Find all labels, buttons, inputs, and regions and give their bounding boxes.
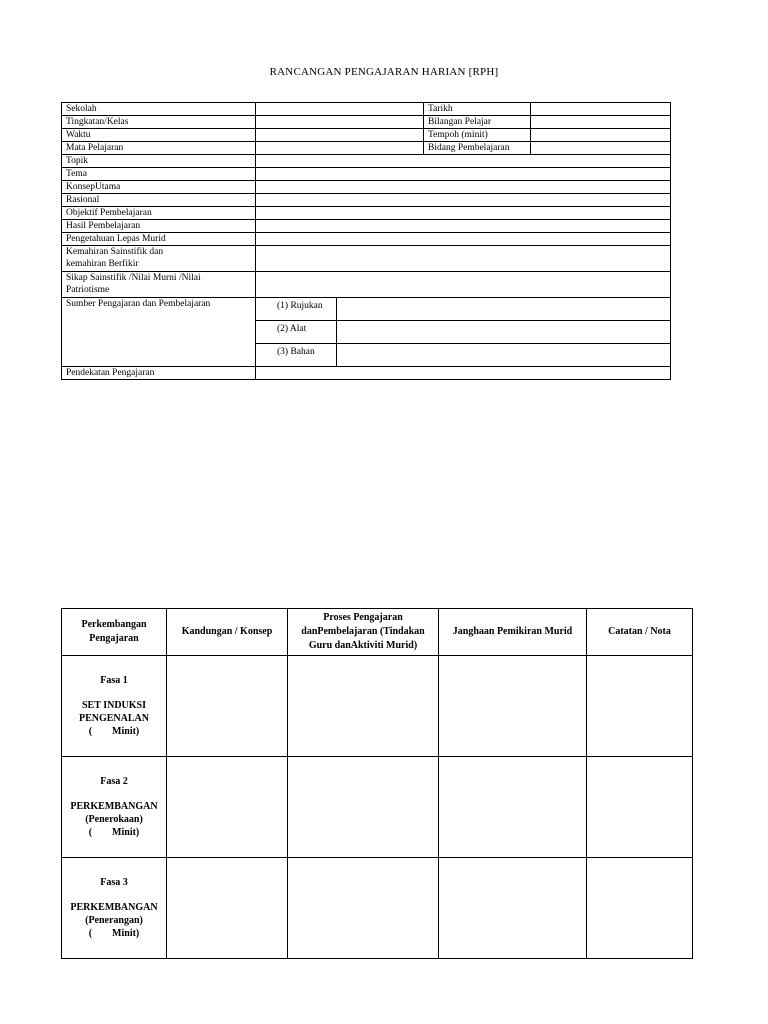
label-kemahiran-line1: Kemahiran Sainstifik dan xyxy=(66,247,164,257)
header-kandungan: Kandungan / Konsep xyxy=(167,609,288,656)
field-pendekatan[interactable] xyxy=(256,367,671,380)
label-pendekatan: Pendekatan Pengajaran xyxy=(62,367,256,380)
cell-proses-2[interactable] xyxy=(288,757,439,858)
label-pengetahuan-lepas: Pengetahuan Lepas Murid xyxy=(62,233,256,246)
rph-info-table xyxy=(61,102,671,380)
field-sikap[interactable] xyxy=(256,272,671,298)
field-mata-pelajaran[interactable] xyxy=(256,142,424,155)
label-tempoh: Tempoh (minit) xyxy=(424,129,531,142)
field-rujukan[interactable] xyxy=(336,298,670,321)
label-sikap-line1: Sikap Sainstifik /Nilai Murni /Nilai xyxy=(66,273,201,283)
header-proses-line1: Proses Pengajaran xyxy=(323,612,403,623)
field-hasil[interactable] xyxy=(256,220,671,233)
table-row xyxy=(62,207,671,220)
phase-cell-3 xyxy=(62,858,167,959)
label-konsep-utama: KonsepUtama xyxy=(62,181,256,194)
field-sekolah[interactable] xyxy=(256,103,424,116)
phase-subtitle: (Penerangan) xyxy=(85,915,143,926)
table-row xyxy=(62,116,671,129)
phase-title: SET INDUKSI xyxy=(81,700,146,711)
table-row xyxy=(62,246,671,272)
label-bilangan-pelajar: Bilangan Pelajar xyxy=(424,116,531,129)
header-jangkaan: Janghaan Pemikiran Murid xyxy=(439,609,587,656)
phase-subtitle: (Penerokaan) xyxy=(85,814,143,825)
phase-minutes: ( Minit) xyxy=(88,827,140,838)
field-pengetahuan-lepas[interactable] xyxy=(256,233,671,246)
header-perkembangan-line2: Pengajaran xyxy=(89,633,139,644)
cell-kandungan-3[interactable] xyxy=(167,858,288,959)
phase-number: Fasa 1 xyxy=(100,675,128,686)
field-tempoh[interactable] xyxy=(531,129,671,142)
label-bidang-pembelajaran: Bidang Pembelajaran xyxy=(424,142,531,155)
field-rasional[interactable] xyxy=(256,194,671,207)
label-objektif: Objektif Pembelajaran xyxy=(62,207,256,220)
phase-title: PERKEMBANGAN xyxy=(70,902,158,913)
cell-jangkaan-1[interactable] xyxy=(439,656,587,757)
field-bilangan-pelajar[interactable] xyxy=(531,116,671,129)
field-bidang-pembelajaran[interactable] xyxy=(531,142,671,155)
field-bahan[interactable] xyxy=(336,344,670,367)
label-tema: Tema xyxy=(62,168,256,181)
sumber-subtable-cell xyxy=(256,298,671,367)
header-perkembangan xyxy=(62,609,167,656)
cell-kandungan-1[interactable] xyxy=(167,656,288,757)
field-alat[interactable] xyxy=(336,321,670,344)
label-kemahiran xyxy=(62,246,256,272)
label-rasional: Rasional xyxy=(62,194,256,207)
header-proses-line3: Guru danAktiviti Murid) xyxy=(308,640,418,651)
table-row xyxy=(62,272,671,298)
table-header-row xyxy=(62,609,693,656)
table-row xyxy=(62,367,671,380)
label-topik: Topik xyxy=(62,155,256,168)
label-kemahiran-line2: kemahiran Berfikir xyxy=(66,259,139,269)
sumber-rujukan-label: (1) Rujukan xyxy=(256,298,336,321)
label-sikap-line2: Patriotisme xyxy=(66,285,110,295)
header-proses xyxy=(288,609,439,656)
header-proses-line2: danPembelajaran (Tindakan xyxy=(301,626,425,637)
phase-cell-1 xyxy=(62,656,167,757)
table-row xyxy=(62,220,671,233)
header-perkembangan-line1: Perkembangan xyxy=(81,619,147,630)
table-row xyxy=(62,129,671,142)
field-kemahiran[interactable] xyxy=(256,246,671,272)
table-row xyxy=(62,155,671,168)
label-mata-pelajaran: Mata Pelajaran xyxy=(62,142,256,155)
label-sekolah: Sekolah xyxy=(62,103,256,116)
sumber-alat-label: (2) Alat xyxy=(256,321,336,344)
table-row xyxy=(62,181,671,194)
table-row xyxy=(62,142,671,155)
table-row xyxy=(62,233,671,246)
field-konsep-utama[interactable] xyxy=(256,181,671,194)
sumber-bahan-label: (3) Bahan xyxy=(256,344,336,367)
label-tarikh: Tarikh xyxy=(424,103,531,116)
phase-title: PERKEMBANGAN xyxy=(70,801,158,812)
table-row xyxy=(62,168,671,181)
lesson-phase-table xyxy=(61,608,693,959)
table-row xyxy=(62,858,693,959)
field-tarikh[interactable] xyxy=(531,103,671,116)
label-waktu: Waktu xyxy=(62,129,256,142)
table-row xyxy=(62,656,693,757)
cell-kandungan-2[interactable] xyxy=(167,757,288,858)
page-title: RANCANGAN PENGAJARAN HARIAN [RPH] xyxy=(269,66,499,78)
phase-number: Fasa 3 xyxy=(100,877,128,888)
cell-jangkaan-3[interactable] xyxy=(439,858,587,959)
phase-minutes: ( Minit) xyxy=(88,726,140,737)
table-row xyxy=(62,757,693,858)
phase-cell-2 xyxy=(62,757,167,858)
field-waktu[interactable] xyxy=(256,129,424,142)
phase-minutes: ( Minit) xyxy=(88,928,140,939)
label-hasil: Hasil Pembelajaran xyxy=(62,220,256,233)
field-tema[interactable] xyxy=(256,168,671,181)
cell-proses-3[interactable] xyxy=(288,858,439,959)
cell-catatan-2[interactable] xyxy=(587,757,693,858)
cell-catatan-3[interactable] xyxy=(587,858,693,959)
header-catatan: Catatan / Nota xyxy=(587,609,693,656)
sumber-subtable xyxy=(256,298,670,366)
table-row xyxy=(62,298,671,367)
field-topik[interactable] xyxy=(256,155,671,168)
label-sikap xyxy=(62,272,256,298)
field-objektif[interactable] xyxy=(256,207,671,220)
field-tingkatan-kelas[interactable] xyxy=(256,116,424,129)
cell-proses-1[interactable] xyxy=(288,656,439,757)
cell-jangkaan-2[interactable] xyxy=(439,757,587,858)
table-row xyxy=(62,194,671,207)
phase-number: Fasa 2 xyxy=(100,776,128,787)
phase-subtitle: PENGENALAN xyxy=(78,713,149,724)
table-row xyxy=(62,103,671,116)
label-sumber: Sumber Pengajaran dan Pembelajaran xyxy=(62,298,256,367)
label-tingkatan-kelas: Tingkatan/Kelas xyxy=(62,116,256,129)
cell-catatan-1[interactable] xyxy=(587,656,693,757)
